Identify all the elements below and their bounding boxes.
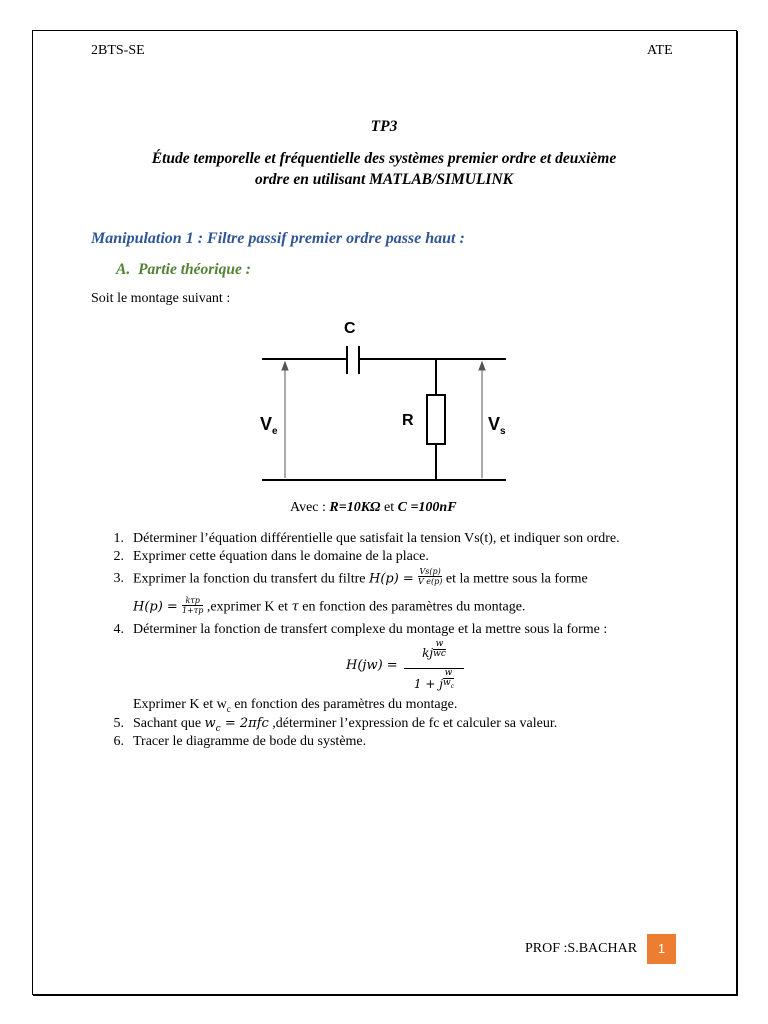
formula-numerator: $_{kj}$ $\frac{w}{wc}$ xyxy=(422,639,446,661)
component-values xyxy=(290,500,457,516)
title-line-2: ordre en utilisant MATLAB/SIMULINK xyxy=(255,171,513,188)
q4-text: Déterminer la fonction de transfert complexe du montage et la mettre sous la forme : xyxy=(133,622,608,637)
formula-fraction xyxy=(404,640,464,698)
q3-fraction-2: $\frac{\text{kτp}}{1+\tau p}$ xyxy=(181,596,204,615)
q3-text-b: et la mettre sous la forme xyxy=(442,571,588,587)
q2-number: 2. xyxy=(113,549,124,564)
avec-prefix: Avec : xyxy=(290,500,330,515)
question-3 xyxy=(0,566,768,592)
q3-tau: τ xyxy=(291,599,299,615)
header-right: ATE xyxy=(647,43,673,58)
vs-label: $V_s$ xyxy=(488,414,506,437)
complex-transfer-formula xyxy=(346,640,476,698)
q3-text-a: Exprimer la fonction du transfert du filtre xyxy=(133,571,369,587)
c-value: C =100nF xyxy=(397,500,457,515)
intro-text: Soit le montage suivant : xyxy=(91,291,231,306)
q3-line-2 xyxy=(133,598,525,617)
q1-text: Déterminer l’équation différentielle que satisfait la tension Vs(t), et indiquer son ordre. xyxy=(133,531,620,546)
question-6 xyxy=(0,733,768,751)
page-number-badge: 1 xyxy=(647,934,676,964)
formula-lhs: H(jw) = xyxy=(346,658,398,673)
partie-heading xyxy=(116,261,251,279)
resistor-body xyxy=(427,395,445,444)
r-value: R=10KΩ xyxy=(329,500,381,515)
tp-title: TP3 xyxy=(370,118,398,135)
ve-arrow-head xyxy=(282,362,288,370)
resistor-label: R xyxy=(402,412,414,429)
q3-math-h: H(p) = xyxy=(368,571,418,587)
q5-number: 5. xyxy=(113,716,124,731)
avec-et: et xyxy=(380,500,398,515)
ve-label: $V_e$ xyxy=(260,414,278,437)
partie-label: Partie théorique : xyxy=(138,261,251,278)
q3-line2-text-b: en fonction des paramètres du montage. xyxy=(298,599,526,615)
q4-after-text: Exprimer K et $w_c$ en fonction des paramètres du montage. xyxy=(133,697,458,714)
vs-arrow-head xyxy=(479,362,485,370)
q2-text: Exprimer cette équation dans le domaine de la place. xyxy=(133,549,429,564)
question-4 xyxy=(0,621,768,639)
header-left: 2BTS-SE xyxy=(91,43,145,58)
question-3-line-2 xyxy=(0,596,768,622)
capacitor-label: C xyxy=(344,320,356,337)
footer-prof: PROF :S.BACHAR xyxy=(525,941,638,956)
q3-math-h2: H(p) = xyxy=(133,599,182,615)
partie-letter: A. xyxy=(116,261,131,278)
q3-number: 3. xyxy=(113,571,124,586)
rc-circuit-diagram xyxy=(250,312,520,492)
q6-text: Tracer le diagramme de bode du système. xyxy=(133,734,367,749)
q5-text: Sachant que $w_c = 2\pi fc$ ,déterminer l’expression de fc et calculer sa valeur. xyxy=(133,716,558,734)
question-4-after xyxy=(0,696,768,714)
title-line-1: Étude temporelle et fréquentielle des systèmes premier ordre et deuxième xyxy=(151,150,617,167)
q1-number: 1. xyxy=(113,531,124,546)
q3-fraction: $\frac{Vs(p)}{\text{V e(p)}}$ xyxy=(417,567,443,586)
question-5 xyxy=(0,715,768,733)
formula-denominator: $_{1 + j}$ $\frac{w}{w_c}$ xyxy=(413,668,455,691)
manipulation-heading: Manipulation 1 : Filtre passif premier ordre passe haut : xyxy=(91,230,465,247)
q3-line-1 xyxy=(133,567,588,589)
q4-number: 4. xyxy=(113,622,124,637)
q6-number: 6. xyxy=(113,734,124,749)
question-1 xyxy=(0,530,768,548)
question-2 xyxy=(0,548,768,566)
q3-line2-text-a: ,exprimer K et xyxy=(203,599,292,615)
